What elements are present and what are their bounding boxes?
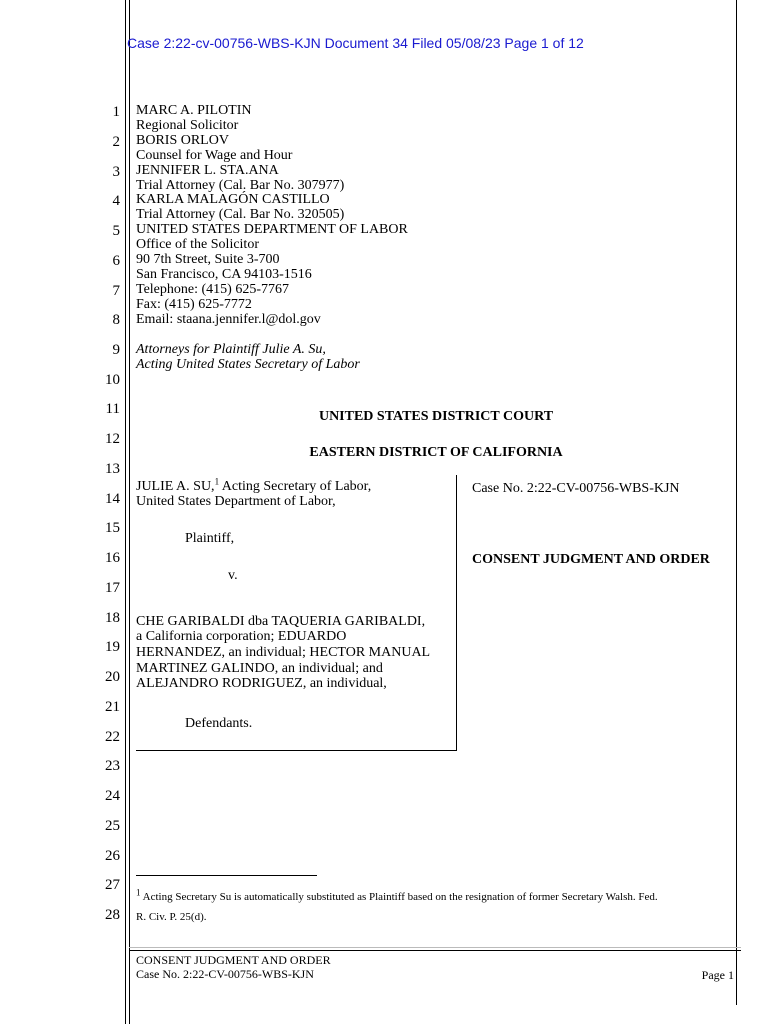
line-number: 15 [105, 520, 120, 536]
counsel-line: Counsel for Wage and Hour [136, 148, 293, 163]
defendant-line: CHE GARIBALDI dba TAQUERIA GARIBALDI, [136, 614, 426, 629]
line-number: 16 [105, 550, 120, 566]
line-number: 3 [112, 164, 120, 180]
line-number: 2 [112, 134, 120, 150]
line-number: 10 [105, 372, 120, 388]
line-number: 6 [112, 253, 120, 269]
line-number: 18 [105, 610, 120, 626]
line-number: 21 [105, 699, 120, 715]
counsel-line: Email: staana.jennifer.l@dol.gov [136, 312, 321, 327]
counsel-line: Regional Solicitor [136, 118, 239, 133]
counsel-line: KARLA MALAGÓN CASTILLO [136, 192, 330, 207]
line-number: 11 [105, 401, 120, 417]
counsel-line: Telephone: (415) 625-7767 [136, 282, 289, 297]
counsel-line: 90 7th Street, Suite 3-700 [136, 252, 280, 267]
footnote-separator [136, 875, 317, 876]
case-header: Case 2:22-cv-00756-WBS-KJN Document 34 Filed 05/08/23 Page 1 of 12 [127, 35, 584, 51]
footer-case-number: Case No. 2:22-CV-00756-WBS-KJN [136, 967, 314, 981]
line-number: 1 [112, 104, 120, 120]
court-district: EASTERN DISTRICT OF CALIFORNIA [309, 445, 563, 460]
plaintiff-name: JULIE A. SU, [136, 479, 215, 494]
line-number: 4 [112, 193, 120, 209]
plaintiff-line-2: United States Department of Labor, [136, 494, 336, 509]
line-number: 17 [105, 580, 120, 596]
footnote-line-1 [136, 887, 741, 907]
court-name: UNITED STATES DISTRICT COURT [318, 409, 554, 424]
line-number: 9 [112, 342, 120, 358]
counsel-line: Trial Attorney (Cal. Bar No. 307977) [136, 178, 345, 193]
left-margin-rule-inner [129, 0, 130, 1024]
footer-rule-light [129, 947, 741, 948]
footnote-text-1: Acting Secretary Su is automatically substituted as Plaintiff based on the resignation of former Secretary Walsh. Fed. [140, 891, 658, 903]
line-number: 22 [105, 729, 120, 745]
defendant-line: HERNANDEZ, an individual; HECTOR MANUAL [136, 645, 431, 660]
line-number: 27 [105, 877, 120, 893]
document-title: CONSENT JUDGMENT AND ORDER [472, 552, 710, 567]
line-number: 26 [105, 848, 120, 864]
footer-rule [129, 950, 741, 951]
right-margin-rule [736, 0, 737, 1005]
line-number: 28 [105, 907, 120, 923]
counsel-line: BORIS ORLOV [136, 133, 229, 148]
line-number: 14 [105, 491, 120, 507]
line-number: 20 [105, 669, 120, 685]
footer-page-number: Page 1 [701, 968, 734, 982]
footer-title: CONSENT JUDGMENT AND ORDER [136, 953, 331, 967]
attorneys-for-line: Attorneys for Plaintiff Julie A. Su, [136, 342, 326, 357]
counsel-line: San Francisco, CA 94103-1516 [136, 267, 312, 282]
footnote [136, 887, 741, 927]
versus: v. [228, 568, 238, 583]
line-number: 13 [105, 461, 120, 477]
line-number: 25 [105, 818, 120, 834]
footnote-text-2: R. Civ. P. 25(d). [136, 911, 207, 923]
counsel-line: UNITED STATES DEPARTMENT OF LABOR [136, 222, 408, 237]
counsel-line: JENNIFER L. STA.ANA [136, 163, 279, 178]
caption-divider-vertical [456, 475, 457, 751]
defendant-role: Defendants. [185, 716, 253, 731]
attorneys-for-line: Acting United States Secretary of Labor [136, 357, 360, 372]
line-number: 7 [112, 283, 120, 299]
line-number: 8 [112, 312, 120, 328]
line-number: 24 [105, 788, 120, 804]
defendant-line: a California corporation; EDUARDO [136, 629, 347, 644]
counsel-line: Trial Attorney (Cal. Bar No. 320505) [136, 207, 345, 222]
plaintiff-role: Plaintiff, [185, 531, 235, 546]
left-margin-rule-outer [125, 0, 126, 1024]
line-number: 5 [112, 223, 120, 239]
counsel-line: Fax: (415) 625-7772 [136, 297, 252, 312]
counsel-line: MARC A. PILOTIN [136, 103, 252, 118]
footnote-mark: 1 [136, 887, 141, 898]
footnote-reference: 1 [214, 476, 220, 487]
case-number: Case No. 2:22-CV-00756-WBS-KJN [472, 481, 680, 496]
plaintiff-title: Acting Secretary of Labor, [219, 479, 372, 494]
counsel-line: Office of the Solicitor [136, 237, 259, 252]
defendant-line: MARTINEZ GALINDO, an individual; and [136, 661, 383, 676]
line-number: 12 [105, 431, 120, 447]
caption-divider-horizontal [136, 750, 457, 751]
plaintiff-line-1 [136, 476, 372, 495]
line-number: 23 [105, 758, 120, 774]
line-number: 19 [105, 639, 120, 655]
defendant-line: ALEJANDRO RODRIGUEZ, an individual, [136, 676, 387, 691]
